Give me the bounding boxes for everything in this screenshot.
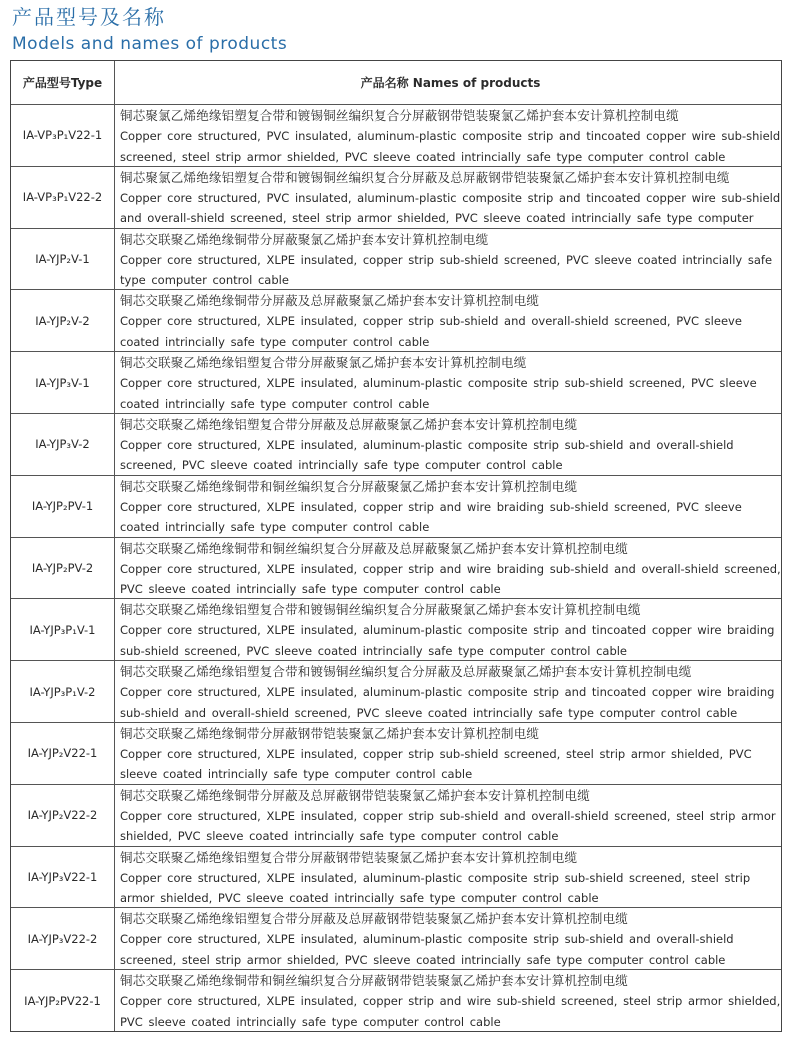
product-type: IA-YJP₂V22-2 — [11, 785, 115, 846]
table-row — [11, 351, 781, 413]
product-name-english: Copper core structured, PVC insulated, aluminum-plastic composite strip and tincoated copper wire sub-shield and overall-shield screened, steel strip armor shielded, PVC sleeve coated intrincially safe type computer — [120, 190, 781, 226]
product-type: IA-YJP₃P₁V-2 — [11, 661, 115, 722]
product-name — [115, 908, 781, 969]
product-type: IA-YJP₃P₁V-1 — [11, 599, 115, 660]
product-name-chinese: 铜芯交联聚乙烯绝缘铜带和铜丝编织复合分屏蔽钢带铠装聚氯乙烯护套本安计算机控制电缆 — [120, 973, 629, 989]
product-name-english: Copper core structured, XLPE insulated, aluminum-plastic composite strip and tincoated copper wire braiding sub-shield and overall-shield screened, PVC sleeve coated intrincially safe type computer control cable — [120, 685, 775, 720]
table-row — [11, 598, 781, 660]
product-name — [115, 599, 781, 660]
table-row — [11, 969, 781, 1031]
page-title-english: Models and names of products — [12, 34, 288, 54]
table-row — [11, 784, 781, 846]
header-type: 产品型号Type — [11, 61, 115, 104]
product-name-chinese: 铜芯交联聚乙烯绝缘铜带和铜丝编织复合分屏蔽及总屏蔽聚氯乙烯护套本安计算机控制电缆 — [120, 540, 629, 556]
product-name-english: Copper core structured, PVC insulated, aluminum-plastic composite strip and tincoated copper wire sub-shield screened, steel strip armor shielded, PVC sleeve coated intrincially safe type computer control cable — [120, 129, 781, 164]
product-name-english: Copper core structured, XLPE insulated, copper strip and wire braiding sub-shield and overall-shield screened, PVC sleeve coated intrincially safe type computer control cable — [120, 561, 781, 597]
product-name-english: Copper core structured, XLPE insulated, aluminum-plastic composite strip and tincoated copper wire braiding sub-shield screened, PVC sleeve coated intrincially safe type computer control cable — [120, 623, 775, 658]
product-type: IA-YJP₃V-2 — [11, 414, 115, 475]
product-name — [115, 290, 781, 351]
product-type: IA-VP₃P₁V22-2 — [11, 167, 115, 228]
product-name-chinese: 铜芯交联聚乙烯绝缘铝塑复合带和镀锡铜丝编织复合分屏蔽及总屏蔽聚氯乙烯护套本安计算机控制电缆 — [120, 664, 692, 680]
product-name-english: Copper core structured, XLPE insulated, copper strip sub-shield screened, steel strip armor shielded, PVC sleeve coated intrincially safe type computer control cable — [120, 746, 752, 782]
product-name-english: Copper core structured, XLPE insulated, aluminum-plastic composite strip sub-shield screened, steel strip armor shielded, PVC sleeve coated intrincially safe type computer control cable — [120, 870, 751, 906]
table-row — [11, 104, 781, 166]
product-name-english: Copper core structured, XLPE insulated, copper strip sub-shield screened, PVC sleeve coated intrincially safe type computer control cable — [120, 252, 773, 288]
product-name — [115, 847, 781, 908]
product-type: IA-YJP₂V22-1 — [11, 723, 115, 784]
product-name-chinese: 铜芯交联聚乙烯绝缘铝塑复合带分屏蔽及总屏蔽钢带铠装聚氯乙烯护套本安计算机控制电缆 — [120, 911, 629, 927]
product-name — [115, 538, 781, 599]
table-row — [11, 413, 781, 475]
table-row — [11, 475, 781, 537]
table-row — [11, 228, 781, 290]
product-name-english: Copper core structured, XLPE insulated, copper strip sub-shield and overall-shield screened, PVC sleeve coated intrincially safe type computer control cable — [120, 314, 742, 349]
product-name — [115, 970, 781, 1031]
table-body — [11, 104, 781, 1031]
table-row — [11, 166, 781, 228]
product-type: IA-YJP₂PV-2 — [11, 538, 115, 599]
product-name-chinese: 铜芯交联聚乙烯绝缘铜带分屏蔽聚氯乙烯护套本安计算机控制电缆 — [120, 231, 489, 247]
table-row — [11, 907, 781, 969]
product-name — [115, 229, 781, 290]
product-name-chinese: 铜芯交联聚乙烯绝缘铜带分屏蔽及总屏蔽钢带铠装聚氯乙烯护套本安计算机控制电缆 — [120, 787, 590, 803]
table-row — [11, 660, 781, 722]
product-name-english: Copper core structured, XLPE insulated, copper strip and wire braiding sub-shield screened, PVC sleeve coated intrincially safe type computer control cable — [120, 499, 742, 535]
product-type: IA-YJP₂V-2 — [11, 290, 115, 351]
product-name-english: Copper core structured, XLPE insulated, aluminum-plastic composite strip sub-shield screened, PVC sleeve coated intrincially safe type computer control cable — [120, 376, 757, 411]
product-name-chinese: 铜芯聚氯乙烯绝缘铝塑复合带和镀锡铜丝编织复合分屏蔽钢带铠装聚氯乙烯护套本安计算机控制电缆 — [120, 108, 679, 123]
table-header-row — [11, 61, 781, 104]
product-type: IA-YJP₂V-1 — [11, 229, 115, 290]
table-row — [11, 289, 781, 351]
product-name-chinese: 铜芯交联聚乙烯绝缘铝塑复合带分屏蔽聚氯乙烯护套本安计算机控制电缆 — [120, 355, 527, 371]
product-name-chinese: 铜芯交联聚乙烯绝缘铜带和铜丝编织复合分屏蔽聚氯乙烯护套本安计算机控制电缆 — [120, 478, 578, 494]
product-name-english: Copper core structured, XLPE insulated, copper strip sub-shield and overall-shield screened, steel strip armor shielded, PVC sleeve coated intrincially safe type computer control cable — [120, 808, 776, 844]
product-name-english: Copper core structured, XLPE insulated, aluminum-plastic composite strip sub-shield and overall-shield screened, PVC sleeve coated intrincially safe type computer control cable — [120, 437, 734, 473]
product-name — [115, 167, 781, 228]
product-name — [115, 352, 781, 413]
table-row — [11, 537, 781, 599]
product-name — [115, 476, 781, 537]
header-name: 产品名称 Names of products — [360, 76, 541, 90]
product-name-english: Copper core structured, XLPE insulated, copper strip and wire sub-shield screened, steel strip armor shielded, PVC sleeve coated intrincially safe type computer control cable — [120, 994, 781, 1029]
product-name — [115, 105, 781, 166]
product-name-chinese: 铜芯交联聚乙烯绝缘铝塑复合带和镀锡铜丝编织复合分屏蔽聚氯乙烯护套本安计算机控制电缆 — [120, 602, 641, 618]
page-heading — [12, 4, 287, 56]
product-name-chinese: 铜芯交联聚乙烯绝缘铝塑复合带分屏蔽钢带铠装聚氯乙烯护套本安计算机控制电缆 — [120, 849, 578, 865]
page-title-chinese: 产品型号及名称 — [12, 5, 166, 29]
product-name-english: Copper core structured, XLPE insulated, aluminum-plastic composite strip sub-shield and overall-shield screened, steel strip armor shielded, PVC sleeve coated intrincially safe type computer control cable — [120, 932, 734, 967]
product-name — [115, 414, 781, 475]
product-type: IA-VP₃P₁V22-1 — [11, 105, 115, 166]
product-type: IA-YJP₃V22-1 — [11, 847, 115, 908]
product-name-chinese: 铜芯交联聚乙烯绝缘铜带分屏蔽钢带铠装聚氯乙烯护套本安计算机控制电缆 — [120, 725, 540, 741]
product-name-chinese: 铜芯交联聚乙烯绝缘铜带分屏蔽及总屏蔽聚氯乙烯护套本安计算机控制电缆 — [120, 293, 540, 309]
product-name-chinese: 铜芯聚氯乙烯绝缘铝塑复合带和镀锡铜丝编织复合分屏蔽及总屏蔽钢带铠装聚氯乙烯护套本安计算机控制电缆 — [120, 169, 730, 185]
product-name — [115, 723, 781, 784]
product-name — [115, 661, 781, 722]
product-type: IA-YJP₃V22-2 — [11, 908, 115, 969]
product-type: IA-YJP₂PV22-1 — [11, 970, 115, 1031]
table-row — [11, 846, 781, 908]
products-table — [10, 60, 782, 1032]
product-type: IA-YJP₂PV-1 — [11, 476, 115, 537]
product-name-chinese: 铜芯交联聚乙烯绝缘铝塑复合带分屏蔽及总屏蔽聚氯乙烯护套本安计算机控制电缆 — [120, 416, 578, 432]
table-row — [11, 722, 781, 784]
product-type: IA-YJP₃V-1 — [11, 352, 115, 413]
product-name — [115, 785, 781, 846]
